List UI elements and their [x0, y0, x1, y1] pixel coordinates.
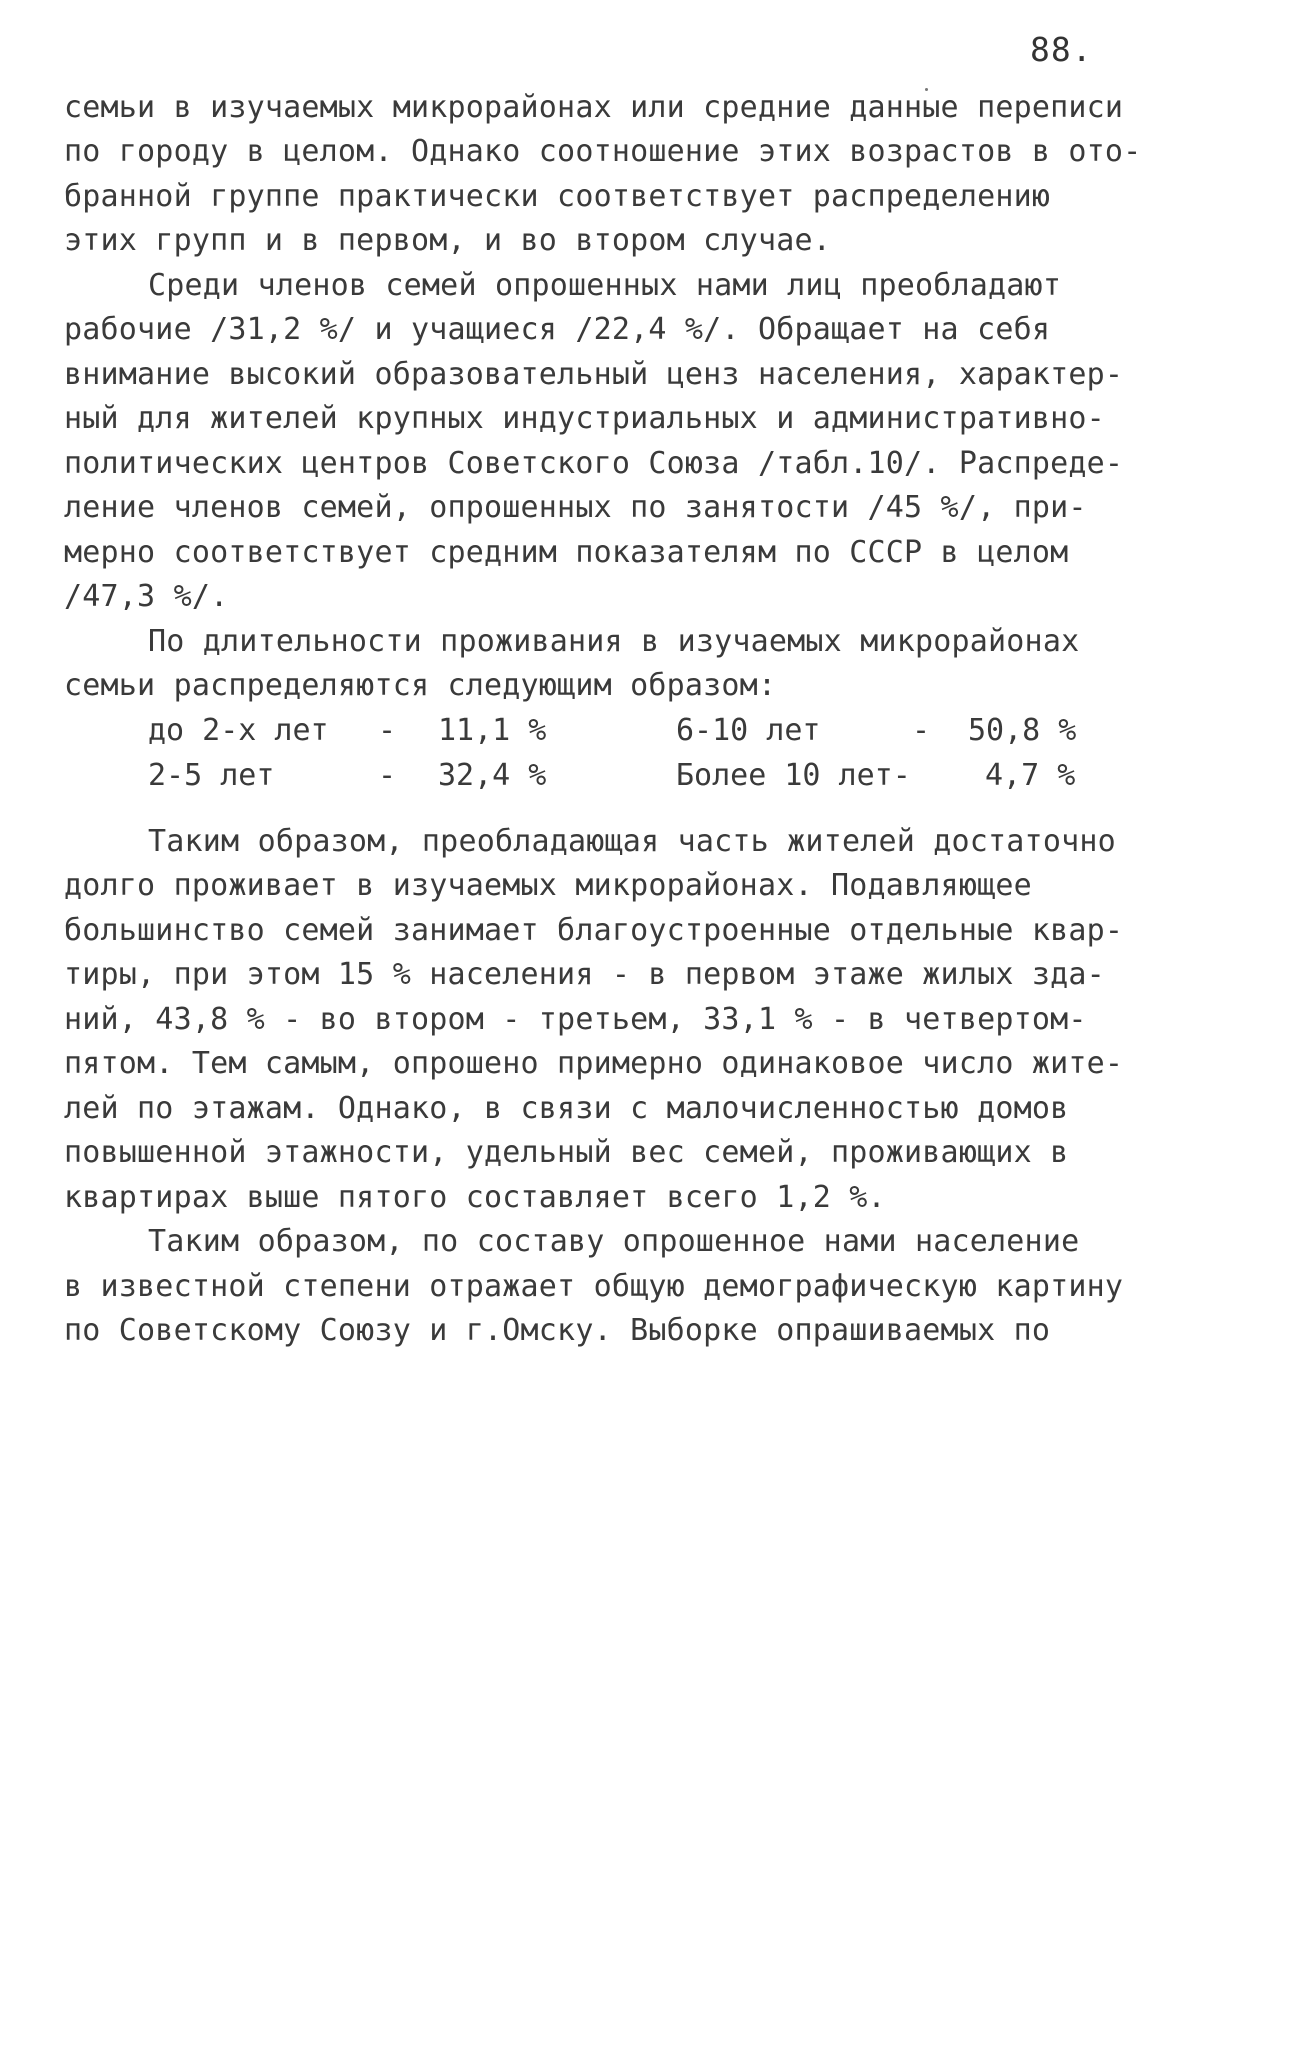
- text-line: Таким образом, преобладающая часть жителей достаточно: [148, 824, 1116, 859]
- percent-value: 11,1 %: [438, 713, 547, 748]
- text-line: по городу в целом. Однако соотношение этих возрастов в ото-: [64, 134, 1142, 169]
- text-line: квартирах выше пятого составляет всего 1,2 %.: [64, 1180, 886, 1215]
- text-line: по Советскому Союзу и г.Омску. Выборке опрашиваемых по: [64, 1313, 1051, 1348]
- text-line: семьи распределяются следующим образом:: [64, 668, 777, 703]
- text-line: большинство семей занимает благоустроенные отдельные квар-: [64, 913, 1124, 948]
- page-number: 88.: [1030, 30, 1093, 69]
- text-line: /47,3 %/.: [64, 579, 229, 614]
- dash: -: [378, 713, 397, 748]
- percent-value: 32,4 %: [438, 758, 547, 793]
- text-line: рабочие /31,2 %/ и учащиеся /22,4 %/. Обращает на себя: [64, 312, 1051, 347]
- duration-label: 2-5 лет: [148, 758, 275, 793]
- text-line: долго проживает в изучаемых микрорайонах. Подавляющее: [64, 868, 1032, 903]
- text-line: ный для жителей крупных индустриальных и административно-: [64, 401, 1105, 436]
- percent-value: 4,7 %: [985, 758, 1076, 793]
- text-line: этих групп и в первом, и во втором случае.: [64, 223, 831, 258]
- dash: -: [378, 758, 397, 793]
- text-line: пятом. Тем самым, опрошено примерно одинаковое число жите-: [64, 1046, 1124, 1081]
- duration-label: Более 10 лет-: [676, 758, 911, 793]
- text-line: лей по этажам. Однако, в связи с малочисленностью домов: [64, 1091, 1069, 1126]
- text-line: Среди членов семей опрошенных нами лиц преобладают: [148, 268, 1062, 303]
- text-line: тиры, при этом 15 % населения - в первом этаже жилых зда-: [64, 957, 1105, 992]
- duration-label: до 2-х лет: [148, 713, 329, 748]
- text-line: ление членов семей, опрошенных по занятости /45 %/, при-: [64, 490, 1087, 525]
- dash: -: [912, 713, 931, 748]
- text-line: повышенной этажности, удельный вес семей, проживающих в: [64, 1135, 1069, 1170]
- text-line: в известной степени отражает общую демографическую картину: [64, 1269, 1124, 1304]
- text-line: семьи в изучаемых микрорайонах или средние данные переписи: [64, 90, 1124, 125]
- text-line: внимание высокий образовательный ценз населения, характер-: [64, 357, 1124, 392]
- text-line: бранной группе практически соответствует распределению: [64, 179, 1051, 214]
- percent-value: 50,8 %: [968, 713, 1077, 748]
- text-line: политических центров Советского Союза /табл.10/. Распреде-: [64, 446, 1124, 481]
- text-line: мерно соответствует средним показателям по СССР в целом: [64, 535, 1069, 570]
- text-line: По длительности проживания в изучаемых микрорайонах: [148, 624, 1080, 659]
- text-line: ний, 43,8 % - во втором - третьем, 33,1 % - в четвертом-: [64, 1002, 1087, 1037]
- duration-label: 6-10 лет: [676, 713, 821, 748]
- text-line: Таким образом, по составу опрошенное нами население: [148, 1224, 1080, 1259]
